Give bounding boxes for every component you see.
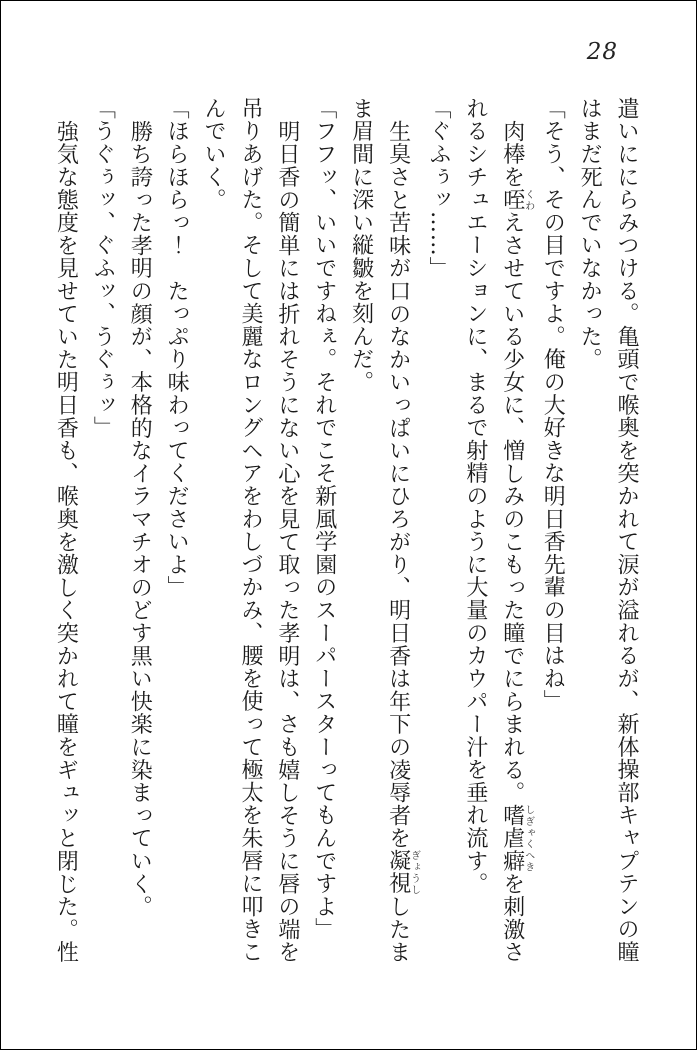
paragraph: 遣いににらみつける。亀頭で喉奥を突かれて涙が溢れるが、新体操部キャプテンの瞳はまだ死んでいなかった。 (577, 97, 639, 964)
paragraph: 「うぐぅッ、ぐふッ、うぐぅッ」 (90, 97, 116, 439)
ruby-annotated-word: 咥くわ (499, 188, 534, 212)
ruby-annotated-word: 凝視ぎょうし (385, 849, 420, 896)
paragraph: 生臭さと苦味が口のなかいっぱいにひろがり、明日香は年下の凌辱者を凝視ぎょうししたまま眉間に深い縦皺を刻んだ。 (348, 97, 420, 964)
paragraph: 「フフッ、いいですねぇ。それでこそ新風学園のスーパースターってもんですよ」 (311, 97, 337, 941)
paragraph: 明日香の簡単には折れそうにない心を見て取った孝明は、さも嬉しそうに唇の端を吊りあげた。そして美麗なロングヘアをわしづかみ、腰を使って極太を朱唇に叩きこんでいく。 (201, 97, 300, 964)
paragraph: 勝ち誇った孝明の顔が、本格的なイラマチオのどす黒い快楽に染まっていく。 (127, 119, 153, 918)
page-text (52, 97, 644, 965)
page-number: 28 (586, 39, 618, 65)
paragraph: 「そう、その目ですよ。俺の大好きな明日香先輩の目はね」 (540, 97, 566, 713)
paragraph: 肉棒を咥くわえさせている少女に、憎しみのこもった瞳でにらまれる。嗜虐癖しぎゃくへきを刺激されるシチュエーションに、まるで射精のように大量のカウパー汁を垂れ流す。 (462, 97, 534, 964)
ruby-annotated-word: 嗜虐癖しぎゃくへき (499, 803, 534, 873)
paragraph: 「ぐふぅッ……」 (425, 97, 451, 280)
paragraph: 「ほらほらっ！ たっぷり味わってくださいよ」 (164, 97, 190, 599)
paragraph: 強気な態度を見せていた明日香も、喉奥を激しく突かれて瞳をギュッと閉じた。性 (53, 119, 79, 964)
